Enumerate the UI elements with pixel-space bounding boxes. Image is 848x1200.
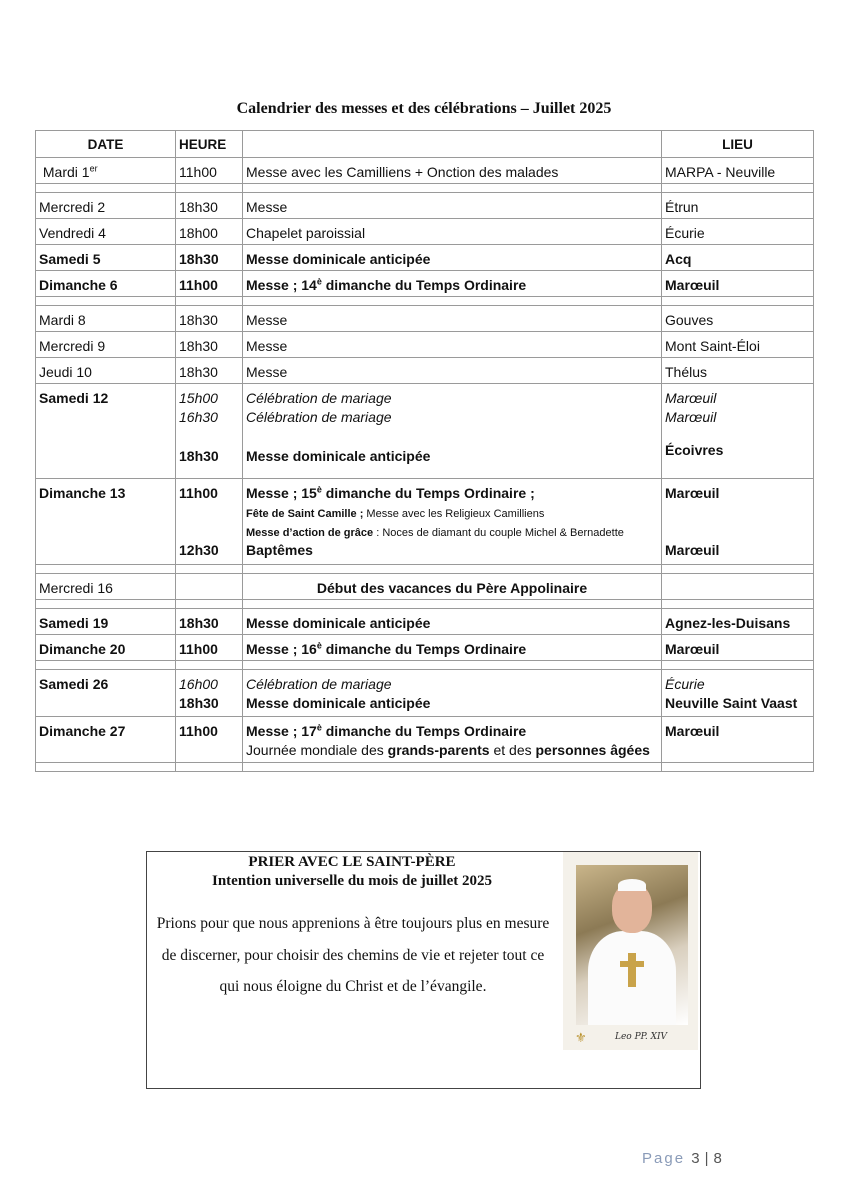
place-cell: Marœuil [662,635,814,661]
event-cell: Début des vacances du Père Appolinaire [243,574,662,600]
time-text: 11h00 [179,485,218,501]
table-row [36,384,814,479]
event-text-part: dimanche du Temps Ordinaire ; [321,485,535,501]
zucchetto-shape [618,879,646,891]
date-cell: Samedi 12 [36,384,176,479]
spacer-row [36,184,814,193]
time-text: 12h30 [179,542,219,558]
time-text: 16h00 [179,676,218,692]
prayer-text: Prions pour que nous apprenions à être toujours plus en mesure de discerner, pour choisir des chemins de vie et rejeter tout ce qui nous éloigne du Christ et de l’évangile. [156,915,550,995]
event-sup: è [316,640,322,651]
time-cell: 18h30 [176,245,243,271]
time-cell: 11h00 [176,635,243,661]
time-cell: 18h30 [176,609,243,635]
event-cell [243,384,662,479]
table-row [36,479,814,565]
date-cell: Samedi 19 [36,609,176,635]
event-text: Messe ; 16 [246,641,317,657]
date-cell: Mardi 8 [36,306,176,332]
papal-coat-of-arms-icon: ⚜ [575,1030,587,1045]
time-cell [176,384,243,479]
place-cell: Gouves [662,306,814,332]
table-row [36,635,814,661]
date-cell [36,158,176,184]
mass-calendar-table [35,130,814,772]
prayer-subheading: Intention universelle du mois de juillet 2025 [211,873,492,889]
place-text: Écurie [665,676,705,692]
event-text: dimanche du Temps Ordinaire [321,641,527,657]
pectoral-cross-bar [620,961,644,967]
page-label: Page [642,1150,686,1167]
event-text-part: grands-parents [387,742,490,758]
time-cell: 18h30 [176,332,243,358]
time-cell: 11h00 [176,271,243,297]
date-cell: Vendredi 4 [36,219,176,245]
place-text: Marœuil [665,485,720,501]
date-cell: Dimanche 13 [36,479,176,565]
event-text-part: personnes âgées [535,742,650,758]
event-text: Messe ; 14 [246,277,317,293]
event-text: Baptêmes [246,542,313,558]
pectoral-cross-icon [628,953,636,987]
table-row [36,358,814,384]
time-cell: 18h30 [176,306,243,332]
event-text: Célébration de mariage [246,676,392,692]
table-header-row [36,131,814,158]
pope-photo [576,865,688,1025]
place-cell: Thélus [662,358,814,384]
event-cell: Messe [243,358,662,384]
date-cell: Samedi 5 [36,245,176,271]
event-cell [243,717,662,763]
header-heure: HEURE [176,131,243,158]
place-text: Écoivres [665,442,724,458]
prayer-box [146,851,701,1089]
date-cell: Mercredi 16 [36,574,176,600]
event-note [246,527,624,539]
table-row [36,717,814,763]
time-cell: 11h00 [176,717,243,763]
note-text: Messe avec les Religieux Camilliens [363,508,545,520]
date-cell: Dimanche 6 [36,271,176,297]
time-text: 18h30 [179,448,219,464]
date-cell: Dimanche 27 [36,717,176,763]
event-cell: Chapelet paroissial [243,219,662,245]
page-separator: | [704,1150,709,1167]
date-cell: Samedi 26 [36,670,176,717]
event-cell [243,635,662,661]
date-cell: Dimanche 20 [36,635,176,661]
event-text-part: Messe ; 17 [246,723,317,739]
place-cell [662,574,814,600]
event-cell: Messe avec les Camilliens + Onction des malades [243,158,662,184]
place-cell [662,670,814,717]
table-row [36,670,814,717]
header-event [243,131,662,158]
time-cell [176,574,243,600]
note-bold: Messe d’action de grâce [246,527,374,539]
header-lieu: LIEU [662,131,814,158]
place-text: Marœuil [665,409,717,425]
spacer-row [36,565,814,574]
place-text: Marœuil [665,390,717,406]
event-text-part: Journée mondiale des [246,742,388,758]
time-text: 15h00 [179,390,218,406]
place-cell [662,479,814,565]
table-row [36,245,814,271]
event-cell: Messe [243,332,662,358]
table-row [36,332,814,358]
date-cell: Mercredi 2 [36,193,176,219]
table-row [36,158,814,184]
event-text: dimanche du Temps Ordinaire [321,277,527,293]
pope-portrait [563,852,698,1050]
place-cell: Acq [662,245,814,271]
spacer-row [36,297,814,306]
page-footer [642,1150,722,1167]
table-row [36,219,814,245]
event-text-part: dimanche du Temps Ordinaire [321,723,527,739]
spacer-row [36,661,814,670]
event-cell [243,670,662,717]
event-text: Messe dominicale anticipée [246,695,431,711]
date-cell: Jeudi 10 [36,358,176,384]
event-text: Célébration de mariage [246,390,392,406]
event-sup: è [316,722,322,733]
prayer-heading: PRIER AVEC LE SAINT-PÈRE [248,854,456,870]
time-cell [176,479,243,565]
event-cell: Messe dominicale anticipée [243,609,662,635]
place-cell: Marœuil [662,717,814,763]
place-text: Neuville Saint Vaast [665,695,798,711]
event-text-part: Messe ; 15 [246,485,317,501]
place-cell: Étrun [662,193,814,219]
event-cell: Messe [243,193,662,219]
pope-signature: Leo PP. XIV [615,1032,668,1042]
place-cell [662,384,814,479]
date-sup: er [89,163,98,174]
event-text [246,723,526,739]
place-cell: Mont Saint-Éloi [662,332,814,358]
header-date: DATE [36,131,176,158]
time-cell [176,670,243,717]
event-cell: Messe [243,306,662,332]
time-cell: 18h30 [176,358,243,384]
place-cell: Écurie [662,219,814,245]
place-cell: Agnez-les-Duisans [662,609,814,635]
event-text-part: et des [489,742,536,758]
page-current: 3 [691,1150,700,1167]
time-cell: 18h30 [176,193,243,219]
event-text [246,485,535,501]
event-sup: è [316,484,322,495]
spacer-row [36,600,814,609]
place-cell: Marœuil [662,271,814,297]
event-note [246,508,544,520]
table-row [36,609,814,635]
time-cell: 18h00 [176,219,243,245]
event-sup: è [316,276,322,287]
event-text: Messe dominicale anticipée [246,448,431,464]
time-cell: 11h00 [176,158,243,184]
table-row [36,193,814,219]
table-row [36,574,814,600]
place-text: Marœuil [665,542,720,558]
spacer-row [36,763,814,772]
page-total: 8 [713,1150,722,1167]
table-row [36,306,814,332]
event-cell: Messe dominicale anticipée [243,245,662,271]
note-text: : Noces de diamant du couple Michel & Bernadette [373,527,624,539]
page-title: Calendrier des messes et des célébrations – Juillet 2025 [236,100,612,117]
event-cell [243,271,662,297]
table-row [36,271,814,297]
date-cell: Mercredi 9 [36,332,176,358]
event-cell [243,479,662,565]
date-text: Mardi 1 [42,164,90,180]
time-text: 18h30 [179,695,219,711]
time-text: 16h30 [179,409,218,425]
note-bold: Fête de Saint Camille ; [246,508,364,520]
place-cell: MARPA - Neuville [662,158,814,184]
event-text: Célébration de mariage [246,409,392,425]
